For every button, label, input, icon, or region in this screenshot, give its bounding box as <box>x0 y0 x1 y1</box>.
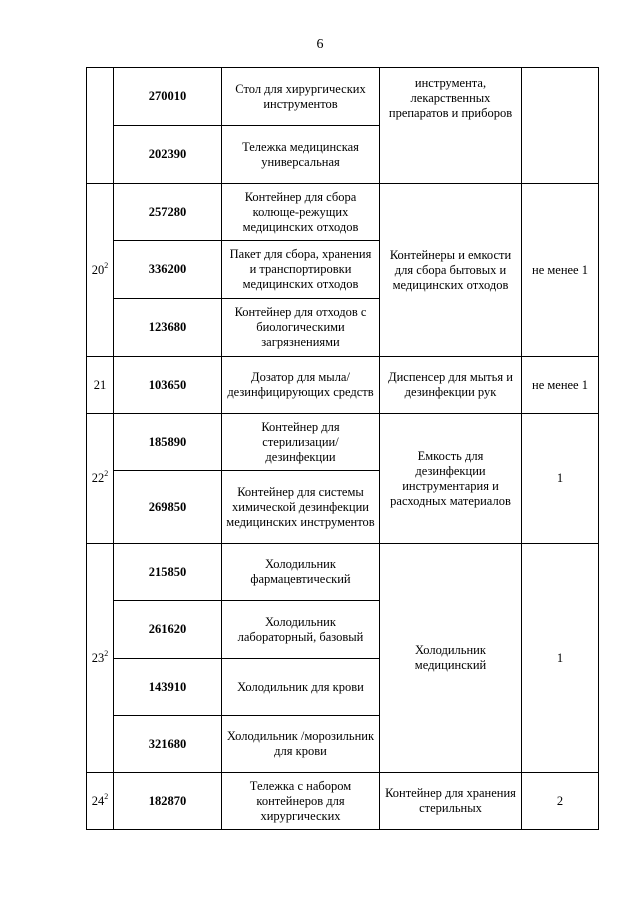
item-code-cell: 270010 <box>114 68 222 126</box>
item-name-cell: Холодильник фармацевтический <box>222 544 380 601</box>
row-number-cell <box>87 184 114 357</box>
item-code-cell: 269850 <box>114 471 222 544</box>
item-name-cell: Тележка с набором контейнеров для хирургических <box>222 773 380 830</box>
table-row <box>87 68 599 126</box>
group-name-cell: Емкость для дезинфекции инструментария и расходных материалов <box>380 414 522 544</box>
quantity-cell: не менее 1 <box>522 184 599 357</box>
group-name-cell: Контейнер для хранения стерильных <box>380 773 522 830</box>
row-number: 23 <box>91 650 105 665</box>
page-number: 6 <box>316 37 324 52</box>
table-row <box>87 357 599 414</box>
item-name-cell: Дозатор для мыла/ дезинфицирующих средств <box>222 357 380 414</box>
equipment-table <box>86 67 599 830</box>
table-row <box>87 544 599 601</box>
table-row <box>87 184 599 241</box>
item-code-cell: 321680 <box>114 716 222 773</box>
quantity-cell <box>522 68 599 184</box>
row-number: 21 <box>93 377 107 392</box>
group-name-cell: инструмента, лекарственных препаратов и приборов <box>380 68 522 184</box>
group-name-cell: Контейнеры и емкости для сбора бытовых и медицинских отходов <box>380 184 522 357</box>
item-code-cell: 123680 <box>114 299 222 357</box>
row-number-cell <box>87 357 114 414</box>
quantity-cell: 1 <box>522 544 599 773</box>
item-name-cell: Холодильник /морозильник для крови <box>222 716 380 773</box>
item-code-cell: 336200 <box>114 241 222 299</box>
item-code-cell: 182870 <box>114 773 222 830</box>
item-name-cell: Холодильник для крови <box>222 659 380 716</box>
item-code-cell: 261620 <box>114 601 222 659</box>
row-number-cell <box>87 773 114 830</box>
item-code-cell: 215850 <box>114 544 222 601</box>
row-number-superscript: 2 <box>104 260 109 270</box>
item-name-cell: Контейнер для стерилизации/ дезинфекции <box>222 414 380 471</box>
table-row <box>87 773 599 830</box>
group-name-cell: Диспенсер для мытья и дезинфекции рук <box>380 357 522 414</box>
row-number-superscript: 2 <box>104 648 109 658</box>
item-name-cell: Стол для хирургических инструментов <box>222 68 380 126</box>
row-number-cell <box>87 414 114 544</box>
item-code-cell: 143910 <box>114 659 222 716</box>
item-name-cell: Контейнер для системы химической дезинфекции медицинских инструментов <box>222 471 380 544</box>
group-name-cell: Холодильник медицинский <box>380 544 522 773</box>
item-code-cell: 185890 <box>114 414 222 471</box>
item-code-cell: 257280 <box>114 184 222 241</box>
row-number-cell <box>87 68 114 184</box>
item-name-cell: Пакет для сбора, хранения и транспортировки медицинских отходов <box>222 241 380 299</box>
quantity-cell: 2 <box>522 773 599 830</box>
item-name-cell: Холодильник лабораторный, базовый <box>222 601 380 659</box>
row-number: 24 <box>91 793 105 808</box>
row-number: 22 <box>91 471 105 485</box>
item-name-cell: Тележка медицинская универсальная <box>222 126 380 184</box>
row-number-cell <box>87 544 114 773</box>
item-name-cell: Контейнер для сбора колюще-режущих медицинских отходов <box>222 184 380 241</box>
row-number-superscript: 2 <box>104 469 109 478</box>
quantity-cell: не менее 1 <box>522 357 599 414</box>
row-number: 20 <box>91 262 105 277</box>
row-number-superscript: 2 <box>104 791 109 801</box>
quantity-cell: 1 <box>522 414 599 544</box>
item-code-cell: 103650 <box>114 357 222 414</box>
table-row <box>87 414 599 471</box>
item-name-cell: Контейнер для отходов с биологическими загрязнениями <box>222 299 380 357</box>
item-code-cell: 202390 <box>114 126 222 184</box>
